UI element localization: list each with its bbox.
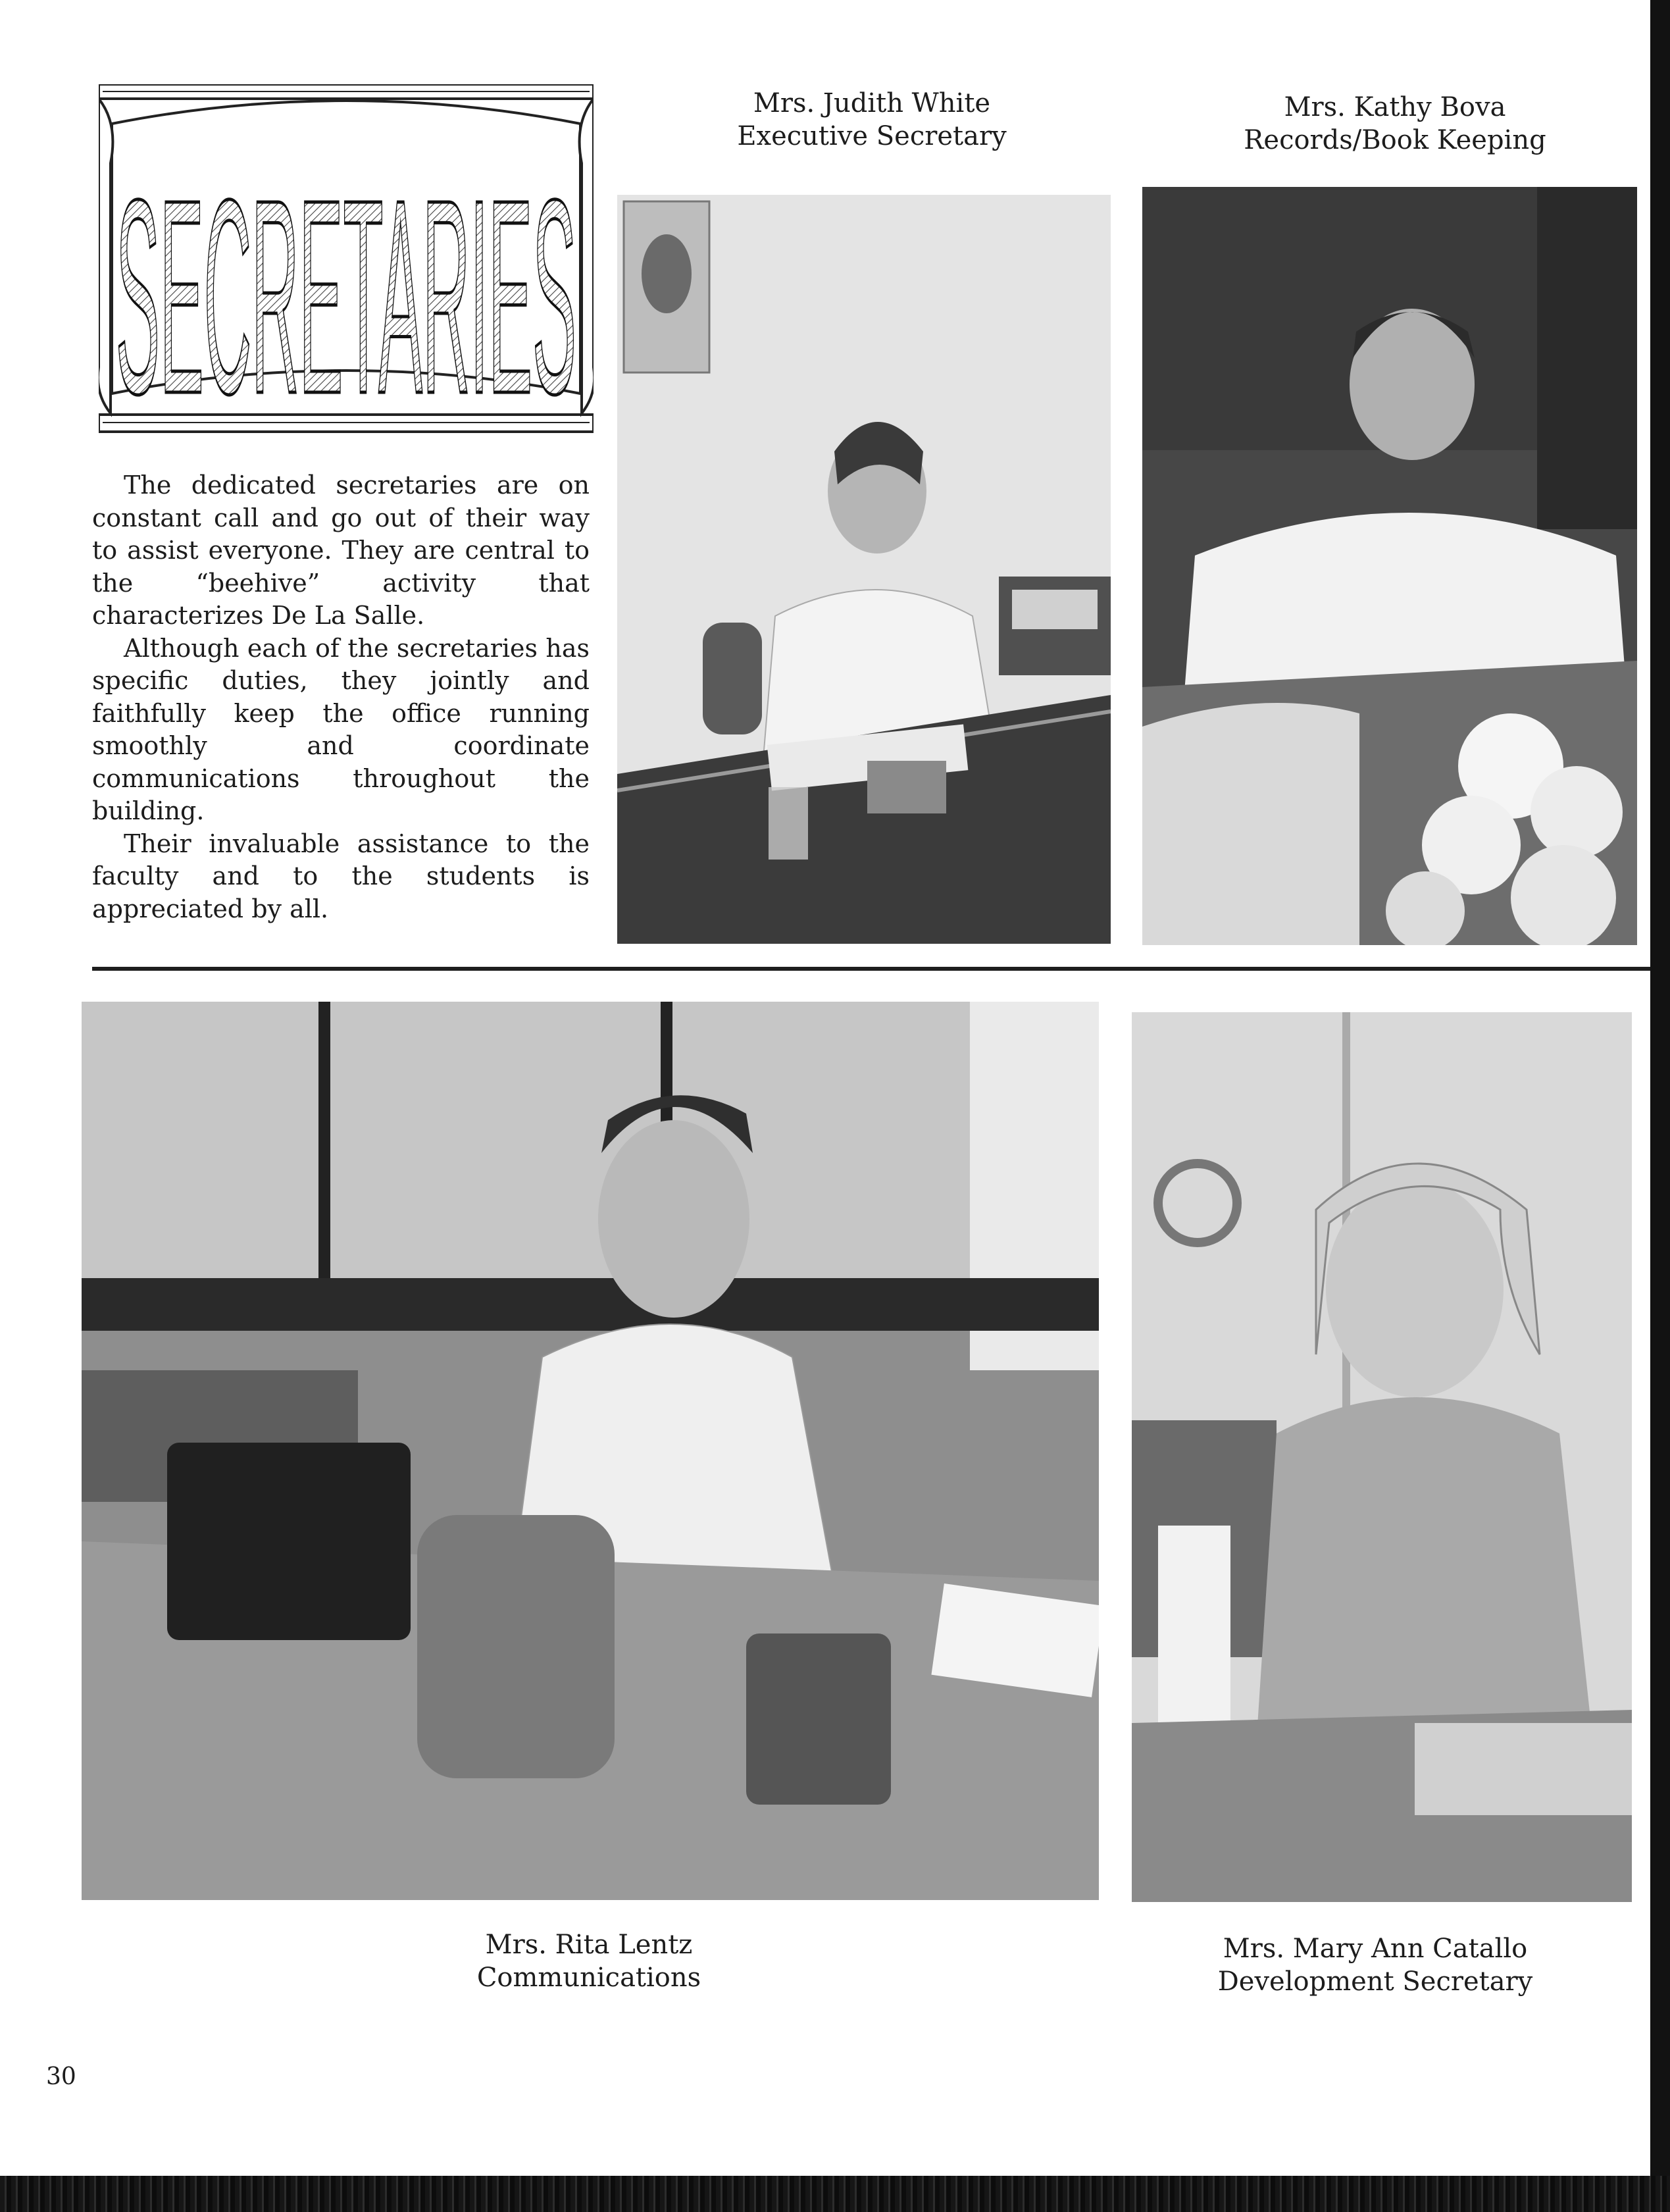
caption-role: Executive Secretary bbox=[737, 121, 1007, 151]
caption-role: Development Secretary bbox=[1217, 1967, 1533, 1997]
caption-judith-white bbox=[730, 87, 1013, 153]
page-number: 30 bbox=[46, 2063, 76, 2090]
photo-kathy-bova bbox=[1142, 187, 1637, 945]
caption-role: Records/Book Keeping bbox=[1244, 125, 1546, 155]
photo-rita-lentz bbox=[82, 1002, 1099, 1900]
intro-paragraph-2: Although each of the secretaries has specific duties, they jointly and faithfully keep the office running smoothly and coordinate communications throughout the building. bbox=[92, 633, 590, 825]
intro-paragraph-1: The dedicated secretaries are on constant call and go out of their way to assist everyone. They are central to the “beehive” activity that characterizes De La Salle. bbox=[92, 471, 590, 630]
caption-mary-ann-catallo bbox=[1204, 1932, 1546, 1998]
scan-edge-bottom bbox=[0, 2176, 1670, 2212]
caption-role: Communications bbox=[476, 1963, 701, 1993]
intro-text bbox=[92, 469, 590, 925]
photo-mary-ann-catallo bbox=[1132, 1012, 1632, 1902]
caption-name: Mrs. Judith White bbox=[753, 88, 991, 118]
caption-name: Mrs. Rita Lentz bbox=[485, 1930, 693, 1960]
divider-rule bbox=[92, 967, 1665, 971]
photo-judith-white bbox=[617, 195, 1111, 944]
caption-kathy-bova bbox=[1237, 91, 1553, 157]
title-text: SECRETARIES bbox=[116, 143, 576, 436]
scan-edge-right bbox=[1650, 0, 1670, 2212]
caption-name: Mrs. Mary Ann Catallo bbox=[1223, 1934, 1528, 1964]
title-banner bbox=[99, 84, 594, 436]
caption-rita-lentz bbox=[428, 1928, 750, 1994]
caption-name: Mrs. Kathy Bova bbox=[1284, 92, 1506, 122]
intro-paragraph-3: Their invaluable assistance to the faculty and to the students is appreciated by all. bbox=[92, 829, 590, 923]
